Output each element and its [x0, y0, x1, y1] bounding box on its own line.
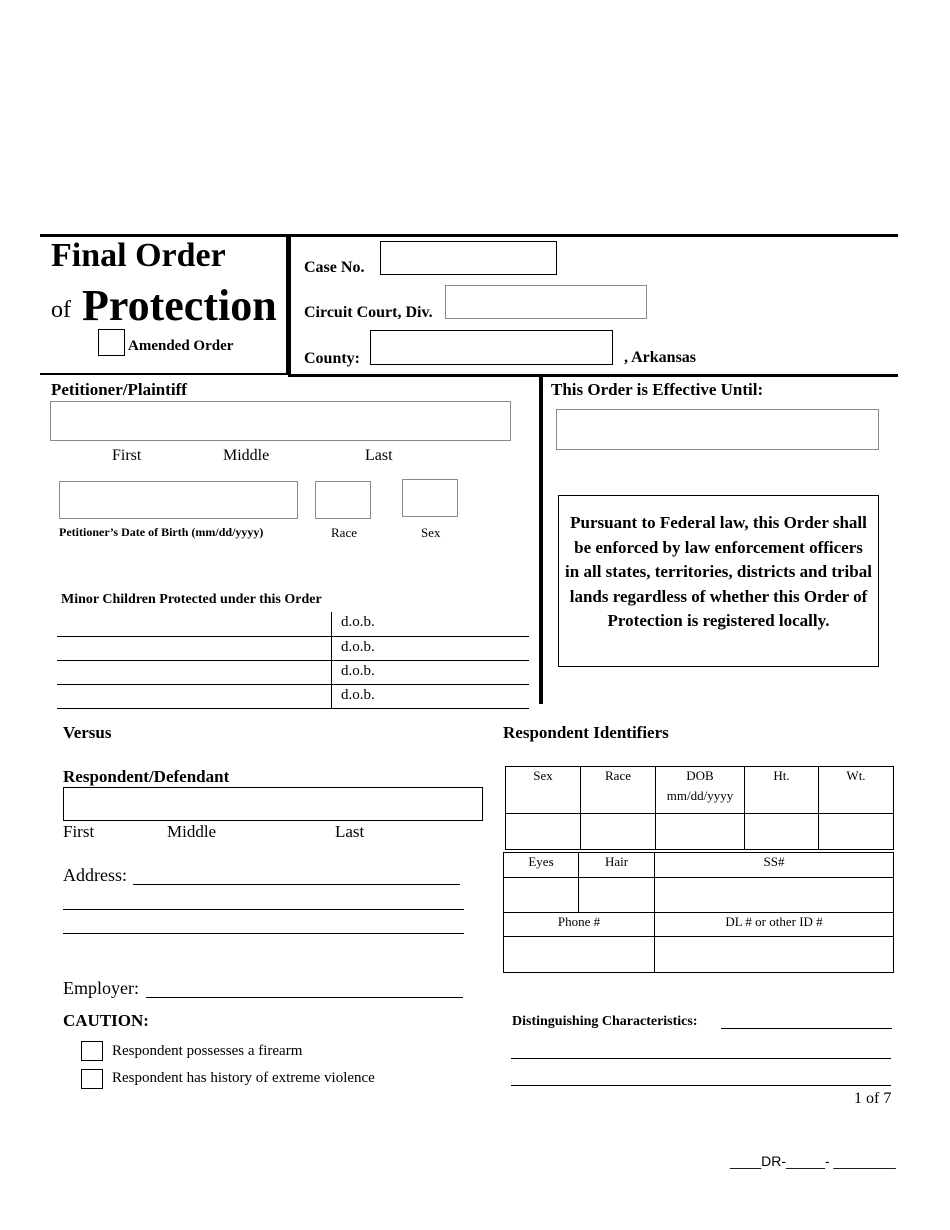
middle-divider	[539, 377, 543, 704]
id-weight-value[interactable]	[818, 813, 894, 850]
id-height-header: Ht.	[744, 766, 819, 814]
id-height-value[interactable]	[744, 813, 819, 850]
petitioner-race-field[interactable]	[315, 481, 371, 519]
distinguishing-label: Distinguishing Characteristics:	[512, 1014, 698, 1029]
id-weight-header: Wt.	[818, 766, 894, 814]
petitioner-dob-field[interactable]	[59, 481, 298, 519]
children-row-line-3	[57, 684, 529, 685]
petitioner-sex-label: Sex	[421, 525, 441, 540]
distinguishing-line-1[interactable]	[721, 1028, 892, 1029]
distinguishing-line-3[interactable]	[511, 1085, 891, 1086]
id-dl-header: DL # or other ID #	[654, 912, 894, 937]
header-bottom-rule	[288, 374, 898, 377]
id-sex-value[interactable]	[505, 813, 581, 850]
employer-line[interactable]	[146, 997, 463, 998]
distinguishing-line-2[interactable]	[511, 1058, 891, 1059]
child-dob-label-4: d.o.b.	[341, 687, 375, 703]
children-row-line-1	[57, 636, 529, 637]
firearm-label: Respondent possesses a firearm	[112, 1043, 303, 1059]
county-field[interactable]	[370, 330, 613, 365]
child-dob-label-3: d.o.b.	[341, 663, 375, 679]
id-hair-value[interactable]	[578, 877, 655, 913]
minor-children-heading: Minor Children Protected under this Order	[61, 592, 322, 607]
id-eyes-header: Eyes	[503, 852, 579, 878]
respondent-middle-label: Middle	[167, 822, 217, 841]
employer-label: Employer:	[63, 978, 139, 998]
federal-notice-text: Pursuant to Federal law, this Order shall be enforced by law enforcement officers in all states, territories, districts and tribal lands regardless of whether this Order of Protection is registered locally.	[565, 513, 872, 630]
title-protection: Protection	[82, 281, 277, 330]
child-dob-label-1: d.o.b.	[341, 614, 375, 630]
header-divider	[286, 234, 291, 374]
page-number: 1 of 7	[854, 1090, 892, 1107]
circuit-court-label: Circuit Court, Div.	[304, 304, 433, 321]
circuit-court-field[interactable]	[445, 285, 647, 319]
versus-label: Versus	[63, 723, 112, 742]
address-line-1[interactable]	[133, 884, 460, 885]
amended-order-checkbox[interactable]	[98, 329, 125, 356]
address-label: Address:	[63, 865, 127, 885]
respondent-first-label: First	[63, 822, 95, 841]
id-dob-value[interactable]	[655, 813, 745, 850]
header-bottom-left-rule	[40, 373, 288, 375]
firearm-checkbox[interactable]	[81, 1041, 103, 1061]
title-of: of	[51, 297, 71, 323]
id-sex-header: Sex	[505, 766, 581, 814]
federal-notice-box	[558, 495, 879, 667]
id-phone-header: Phone #	[503, 912, 655, 937]
petitioner-last-label: Last	[365, 447, 393, 464]
id-dl-value[interactable]	[654, 936, 894, 973]
address-line-2[interactable]	[63, 909, 464, 910]
children-row-line-4	[57, 708, 529, 709]
effective-until-field[interactable]	[556, 409, 879, 450]
form-code: ____DR-_____- ________	[730, 1153, 896, 1169]
petitioner-race-label: Race	[331, 525, 357, 540]
state-suffix: , Arkansas	[624, 349, 697, 366]
caution-heading: CAUTION:	[63, 1011, 149, 1030]
id-ssn-header: SS#	[654, 852, 894, 878]
amended-order-label: Amended Order	[128, 338, 234, 354]
id-dob-header	[655, 766, 745, 814]
child-dob-label-2: d.o.b.	[341, 639, 375, 655]
respondent-name-field[interactable]	[63, 787, 483, 821]
id-race-value[interactable]	[580, 813, 656, 850]
county-label: County:	[304, 350, 361, 367]
id-eyes-value[interactable]	[503, 877, 579, 913]
address-line-3[interactable]	[63, 933, 464, 934]
case-no-field[interactable]	[380, 241, 557, 275]
id-phone-value[interactable]	[503, 936, 655, 973]
respondent-heading: Respondent/Defendant	[63, 767, 230, 786]
title-final-order: Final Order	[51, 237, 226, 274]
children-row-line-2	[57, 660, 529, 661]
id-hair-header: Hair	[578, 852, 655, 878]
id-race-header: Race	[580, 766, 656, 814]
petitioner-middle-label: Middle	[223, 447, 270, 464]
violence-label: Respondent has history of extreme violence	[112, 1070, 375, 1086]
id-dob-label: DOB	[686, 768, 714, 783]
id-ssn-value[interactable]	[654, 877, 894, 913]
respondent-identifiers-heading: Respondent Identifiers	[503, 723, 669, 742]
petitioner-heading: Petitioner/Plaintiff	[51, 380, 187, 399]
petitioner-dob-label: Petitioner’s Date of Birth (mm/dd/yyyy)	[59, 525, 264, 539]
effective-until-heading: This Order is Effective Until:	[551, 380, 764, 399]
case-no-label: Case No.	[304, 259, 365, 276]
petitioner-sex-field[interactable]	[402, 479, 458, 517]
petitioner-name-field[interactable]	[50, 401, 511, 441]
petitioner-first-label: First	[112, 447, 142, 464]
violence-checkbox[interactable]	[81, 1069, 103, 1089]
id-dob-format: mm/dd/yyyy	[666, 788, 734, 803]
respondent-last-label: Last	[335, 822, 365, 841]
